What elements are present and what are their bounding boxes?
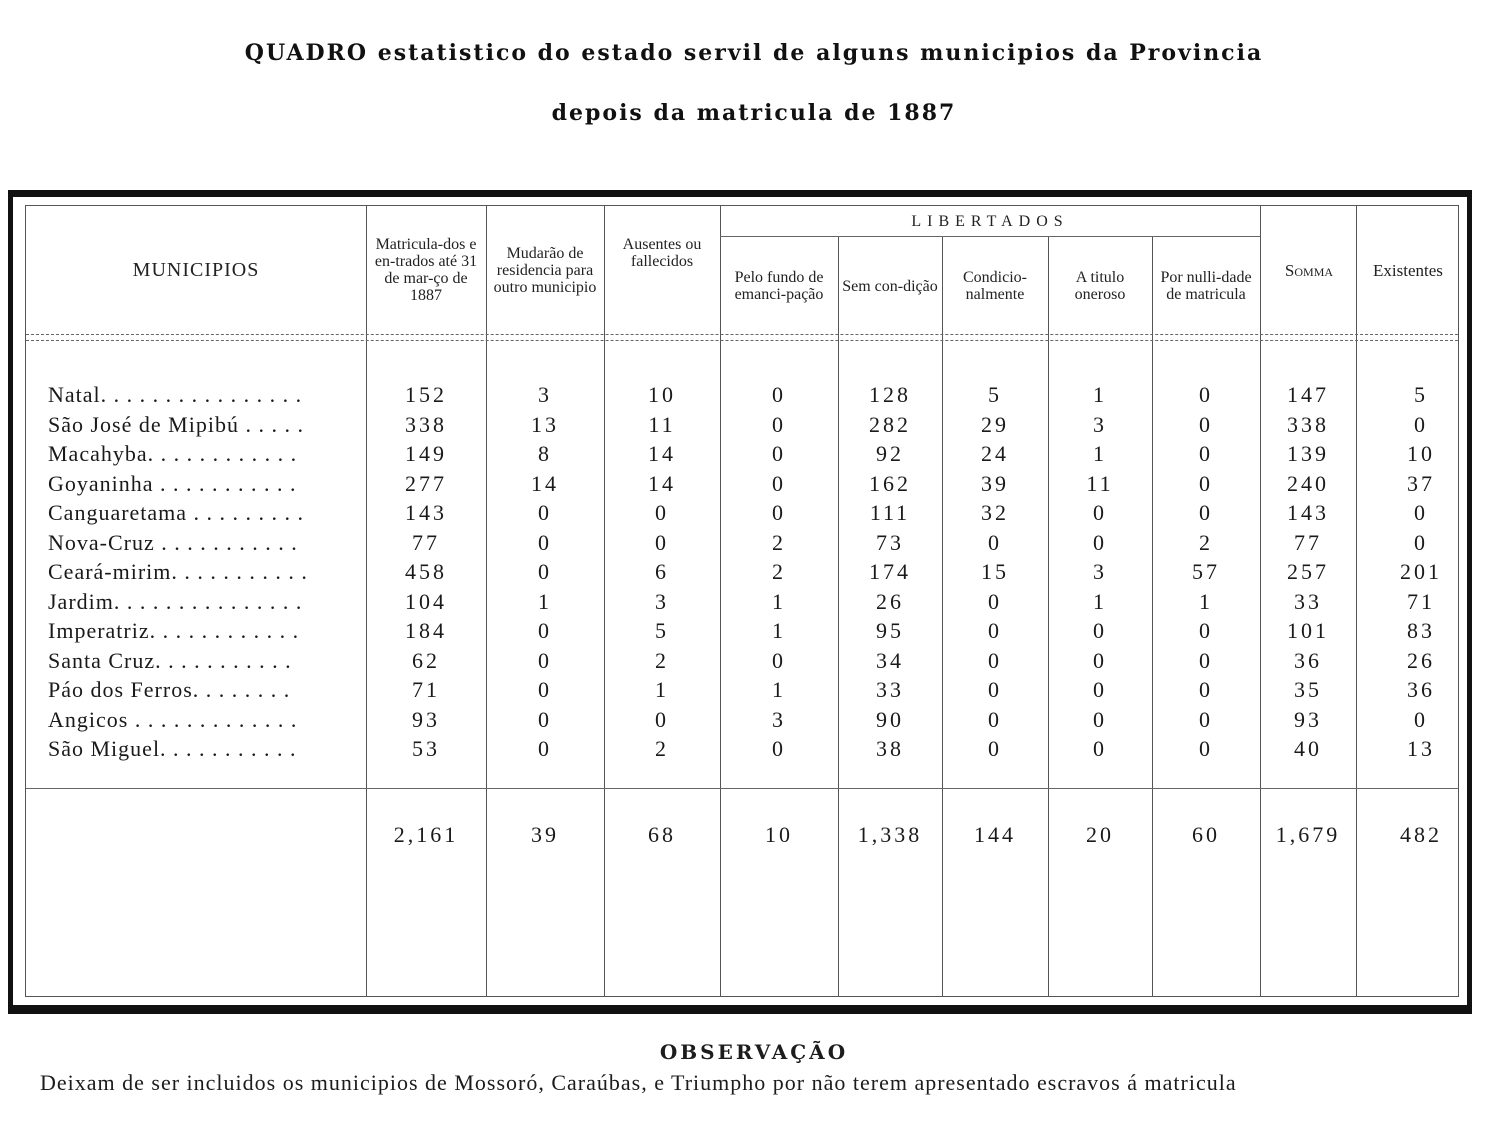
table-cell: 35 <box>1294 677 1322 702</box>
table-cell: 93 <box>1294 706 1322 732</box>
table-cell: 2 <box>772 559 786 584</box>
table-cell: 0 <box>1199 736 1213 761</box>
total-cell: 60 <box>1192 822 1220 847</box>
table-cell: 32 <box>981 500 1009 525</box>
table-cell: 143 <box>1287 500 1329 525</box>
header-ausentes: Ausentes ou fallecidos <box>622 236 702 270</box>
table-cell: 1 <box>538 588 552 614</box>
table-cell: 8 <box>538 441 552 466</box>
table-cell: 10 <box>1407 441 1435 466</box>
table-cell: 0 <box>1414 706 1428 732</box>
table-cell: 1 <box>772 618 786 643</box>
table-cell: 33 <box>876 677 904 702</box>
table-cell: 0 <box>772 736 786 761</box>
table-cell: 0 <box>1093 500 1107 525</box>
header-municipios: MUNICIPIOS <box>132 258 260 281</box>
observacao-title: OBSERVAÇÃO <box>659 1040 849 1064</box>
table-cell: 240 <box>1287 470 1329 496</box>
table-cell: 93 <box>412 706 440 732</box>
table-cell: 1 <box>772 677 786 702</box>
table-cell: 0 <box>655 706 669 732</box>
table-cell: 101 <box>1287 618 1329 643</box>
table-cell: 3 <box>772 706 786 732</box>
table-cell: 201 <box>1400 559 1442 584</box>
table-cell: 0 <box>1199 500 1213 525</box>
total-cell: 39 <box>531 822 559 847</box>
table-cell: 11 <box>1086 470 1114 496</box>
table-cell: 53 <box>412 736 440 761</box>
total-cell: 1,679 <box>1275 822 1341 847</box>
table-cell: 2 <box>655 647 669 673</box>
table-cell: 0 <box>772 500 786 525</box>
table-cell: 14 <box>648 470 676 496</box>
col-divider <box>942 236 943 996</box>
table-cell: 73 <box>876 529 904 555</box>
table-cell: 5 <box>655 618 669 643</box>
table-cell: 13 <box>1407 736 1435 761</box>
total-cell: 10 <box>765 822 793 847</box>
total-cell: 20 <box>1086 822 1114 847</box>
table-cell: 3 <box>1093 411 1107 437</box>
table-cell: 3 <box>655 588 669 614</box>
table-cell: 29 <box>981 411 1009 437</box>
table-cell: 90 <box>876 706 904 732</box>
municipio-name: Jardim. . . . . . . . . . . . . . . <box>48 588 303 614</box>
table-cell: 0 <box>1199 618 1213 643</box>
table-cell: 26 <box>876 588 904 614</box>
table-cell: 11 <box>648 411 676 437</box>
table-cell: 152 <box>405 382 447 407</box>
total-cell: 144 <box>974 822 1016 847</box>
table-cell: 0 <box>772 382 786 407</box>
table-cell: 37 <box>1407 470 1435 496</box>
col-divider <box>720 206 721 996</box>
table-cell: 0 <box>538 529 552 555</box>
table-cell: 36 <box>1407 677 1435 702</box>
table-cell: 0 <box>772 411 786 437</box>
table-cell: 104 <box>405 588 447 614</box>
table-cell: 71 <box>1407 588 1435 614</box>
header-rule <box>26 340 1458 341</box>
table-cell: 0 <box>1199 647 1213 673</box>
table-cell: 0 <box>538 706 552 732</box>
table-cell: 458 <box>405 559 447 584</box>
total-cell: 482 <box>1400 822 1442 847</box>
total-cell: 68 <box>648 822 676 847</box>
table-cell: 2 <box>772 529 786 555</box>
statistics-table <box>25 205 1459 997</box>
table-cell: 147 <box>1287 382 1329 407</box>
table-cell: 26 <box>1407 647 1435 673</box>
table-cell: 0 <box>538 677 552 702</box>
table-cell: 71 <box>412 677 440 702</box>
table-cell: 0 <box>1093 736 1107 761</box>
libertados-rule <box>720 236 1260 237</box>
municipio-name: Imperatriz. . . . . . . . . . . . <box>48 618 300 643</box>
table-cell: 3 <box>538 382 552 407</box>
table-cell: 6 <box>655 559 669 584</box>
table-cell: 0 <box>538 736 552 761</box>
table-cell: 14 <box>531 470 559 496</box>
header-nullidade: Por nulli-dade de matricula <box>1160 269 1252 303</box>
table-cell: 0 <box>988 529 1002 555</box>
municipio-name: São Miguel. . . . . . . . . . . <box>48 736 297 761</box>
table-cell: 0 <box>655 500 669 525</box>
table-cell: 149 <box>405 441 447 466</box>
header-pelo-fundo: Pelo fundo de emanci-pação <box>734 269 824 303</box>
col-divider <box>838 236 839 996</box>
header-condicionalmente: Condicio-nalmente <box>963 269 1027 303</box>
table-cell: 0 <box>988 618 1002 643</box>
table-cell: 33 <box>1294 588 1322 614</box>
table-cell: 0 <box>1199 677 1213 702</box>
table-cell: 15 <box>981 559 1009 584</box>
table-cell: 143 <box>405 500 447 525</box>
header-somma: Somma <box>1284 260 1334 280</box>
table-cell: 36 <box>1294 647 1322 673</box>
page-subtitle: depois da matricula de 1887 <box>551 100 957 126</box>
table-cell: 0 <box>772 441 786 466</box>
table-cell: 0 <box>772 470 786 496</box>
header-sem-condicao: Sem con-dição <box>842 277 938 295</box>
table-cell: 338 <box>1287 411 1329 437</box>
col-divider <box>366 206 367 996</box>
header-existentes: Existentes <box>1373 260 1443 280</box>
municipio-name: Macahyba. . . . . . . . . . . . <box>48 441 298 466</box>
totals-rule <box>26 788 1458 789</box>
table-cell: 128 <box>869 382 911 407</box>
table-cell: 3 <box>1093 559 1107 584</box>
table-cell: 0 <box>1199 411 1213 437</box>
table-frame <box>8 190 1472 1014</box>
col-divider <box>486 206 487 996</box>
table-cell: 0 <box>1093 706 1107 732</box>
table-cell: 10 <box>648 382 676 407</box>
table-cell: 1 <box>1199 588 1213 614</box>
header-libertados: LIBERTADOS <box>911 212 1069 230</box>
header-mudarao: Mudarão de residencia para outro municipio <box>493 244 597 296</box>
municipio-name: Angicos . . . . . . . . . . . . . <box>48 706 298 732</box>
table-cell: 0 <box>538 618 552 643</box>
table-cell: 83 <box>1407 618 1435 643</box>
table-cell: 5 <box>988 382 1002 407</box>
col-divider <box>1152 236 1153 996</box>
table-cell: 0 <box>988 647 1002 673</box>
table-cell: 34 <box>876 647 904 673</box>
table-cell: 0 <box>988 736 1002 761</box>
table-cell: 162 <box>869 470 911 496</box>
table-cell: 0 <box>1414 500 1428 525</box>
table-cell: 139 <box>1287 441 1329 466</box>
municipio-name: São José de Mipibú . . . . . <box>48 411 304 437</box>
table-cell: 0 <box>1093 647 1107 673</box>
observacao-text: Deixam de ser incluidos os municipios de Mossoró, Caraúbas, e Triumpho por não terem apresentado escravos á matricula <box>40 1070 1237 1095</box>
table-cell: 13 <box>531 411 559 437</box>
table-cell: 0 <box>538 559 552 584</box>
table-cell: 0 <box>538 500 552 525</box>
table-cell: 5 <box>1414 382 1428 407</box>
header-matriculados: Matricula-dos e en-trados até 31 de mar-ço de 1887 <box>374 236 478 304</box>
table-cell: 0 <box>988 588 1002 614</box>
table-cell: 40 <box>1294 736 1322 761</box>
table-cell: 62 <box>412 647 440 673</box>
table-cell: 282 <box>869 411 911 437</box>
table-cell: 0 <box>988 677 1002 702</box>
municipio-name: Canguaretama . . . . . . . . . <box>48 500 305 525</box>
table-cell: 184 <box>405 618 447 643</box>
table-cell: 111 <box>869 500 911 525</box>
municipio-name: Ceará-mirim. . . . . . . . . . . <box>48 559 308 584</box>
table-cell: 257 <box>1287 559 1329 584</box>
table-cell: 338 <box>405 411 447 437</box>
table-cell: 0 <box>1093 529 1107 555</box>
col-divider <box>604 206 605 996</box>
total-cell: 1,338 <box>857 822 923 847</box>
table-cell: 77 <box>1294 529 1322 555</box>
table-cell: 77 <box>412 529 440 555</box>
table-cell: 1 <box>1093 382 1107 407</box>
table-cell: 0 <box>1414 529 1428 555</box>
total-cell: 2,161 <box>393 822 459 847</box>
table-cell: 1 <box>772 588 786 614</box>
table-cell: 174 <box>869 559 911 584</box>
table-cell: 14 <box>648 441 676 466</box>
table-cell: 39 <box>981 470 1009 496</box>
table-cell: 0 <box>1414 411 1428 437</box>
table-cell: 0 <box>1199 382 1213 407</box>
table-cell: 0 <box>655 529 669 555</box>
table-cell: 0 <box>538 647 552 673</box>
municipio-name: Goyaninha . . . . . . . . . . . <box>48 470 297 496</box>
table-cell: 38 <box>876 736 904 761</box>
municipio-name: Páo dos Ferros. . . . . . . . <box>48 677 291 702</box>
col-divider <box>1048 236 1049 996</box>
table-cell: 57 <box>1192 559 1220 584</box>
table-cell: 2 <box>655 736 669 761</box>
table-cell: 0 <box>772 647 786 673</box>
page-title: QUADRO estatistico do estado servil de alguns municipios da Provincia <box>244 40 1264 66</box>
table-cell: 0 <box>1093 618 1107 643</box>
table-cell: 95 <box>876 618 904 643</box>
municipio-name: Natal. . . . . . . . . . . . . . . . <box>48 382 303 407</box>
table-cell: 0 <box>1199 706 1213 732</box>
table-cell: 1 <box>1093 441 1107 466</box>
municipio-name: Nova-Cruz . . . . . . . . . . . <box>48 529 298 555</box>
table-cell: 2 <box>1199 529 1213 555</box>
municipio-name: Santa Cruz. . . . . . . . . . . <box>48 647 292 673</box>
table-cell: 1 <box>1093 588 1107 614</box>
table-cell: 0 <box>1093 677 1107 702</box>
table-cell: 1 <box>655 677 669 702</box>
table-cell: 0 <box>988 706 1002 732</box>
table-cell: 24 <box>981 441 1009 466</box>
table-cell: 0 <box>1199 441 1213 466</box>
table-cell: 277 <box>405 470 447 496</box>
header-titulo-oneroso: A titulo oneroso <box>1074 269 1126 303</box>
table-cell: 92 <box>876 441 904 466</box>
table-cell: 0 <box>1199 470 1213 496</box>
header-rule <box>26 334 1458 335</box>
